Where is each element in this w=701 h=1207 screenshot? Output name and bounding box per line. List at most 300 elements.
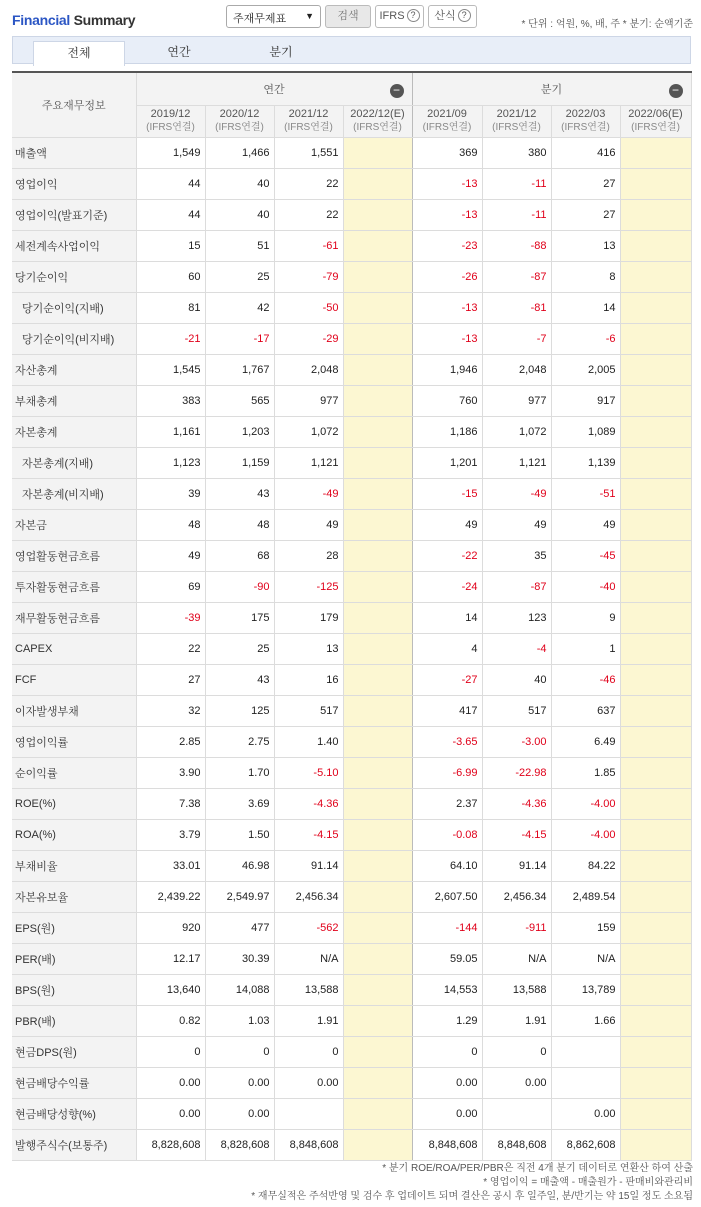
table-cell: 28 <box>274 540 343 571</box>
table-cell: 1,466 <box>205 137 274 168</box>
table-cell <box>620 912 691 943</box>
column-basis: (IFRS연결) <box>631 122 680 133</box>
quarter-group-header <box>412 72 691 105</box>
table-cell: -4.36 <box>274 788 343 819</box>
table-cell: -7 <box>482 323 551 354</box>
table-cell: 1,139 <box>551 447 620 478</box>
table-cell: 51 <box>205 230 274 261</box>
table-cell: 69 <box>136 571 205 602</box>
table-cell: 1.40 <box>274 726 343 757</box>
table-cell <box>343 726 412 757</box>
table-cell: 416 <box>551 137 620 168</box>
table-cell: 0.00 <box>412 1098 482 1129</box>
row-label: FCF <box>12 664 136 695</box>
column-basis: (IFRS연결) <box>353 122 402 133</box>
table-row <box>12 199 691 230</box>
row-label: 재무활동현금흐름 <box>12 602 136 633</box>
table-cell <box>620 695 691 726</box>
table-row <box>12 819 691 850</box>
table-cell: 917 <box>551 385 620 416</box>
table-cell: 8,848,608 <box>482 1129 551 1160</box>
row-label: 영업이익(발표기준) <box>12 199 136 230</box>
table-cell: 6.49 <box>551 726 620 757</box>
table-cell: 68 <box>205 540 274 571</box>
table-cell <box>620 1005 691 1036</box>
row-label: 당기순이익(지배) <box>12 292 136 323</box>
annual-group-header <box>136 72 412 105</box>
row-label: 영업이익 <box>12 168 136 199</box>
column-date: 2020/12 <box>219 108 260 120</box>
table-cell: -22 <box>412 540 482 571</box>
table-cell <box>343 633 412 664</box>
table-cell: 0.82 <box>136 1005 205 1036</box>
table-cell: -61 <box>274 230 343 261</box>
table-cell: 22 <box>274 199 343 230</box>
table-cell <box>620 199 691 230</box>
table-cell <box>343 292 412 323</box>
row-label: 현금배당성향(%) <box>12 1098 136 1129</box>
table-cell: -562 <box>274 912 343 943</box>
formula-button[interactable] <box>428 5 477 28</box>
table-cell: -87 <box>482 571 551 602</box>
table-cell <box>551 1036 620 1067</box>
table-cell: 2,048 <box>274 354 343 385</box>
table-cell: 42 <box>205 292 274 323</box>
table-row <box>12 1036 691 1067</box>
table-cell: -26 <box>412 261 482 292</box>
row-label: 순이익률 <box>12 757 136 788</box>
table-row <box>12 943 691 974</box>
table-cell: 2.75 <box>205 726 274 757</box>
table-cell <box>620 261 691 292</box>
table-cell: 43 <box>205 478 274 509</box>
row-label: 자본유보율 <box>12 881 136 912</box>
column-date: 2019/12 <box>150 108 191 120</box>
table-row <box>12 664 691 695</box>
table-cell: 48 <box>136 509 205 540</box>
table-cell: 8,848,608 <box>412 1129 482 1160</box>
table-cell <box>343 912 412 943</box>
table-cell: -911 <box>482 912 551 943</box>
table-cell: -79 <box>274 261 343 292</box>
table-cell <box>343 1005 412 1036</box>
table-cell: 477 <box>205 912 274 943</box>
table-cell: 1,203 <box>205 416 274 447</box>
table-cell <box>620 974 691 1005</box>
table-cell: 383 <box>136 385 205 416</box>
table-cell: 565 <box>205 385 274 416</box>
table-cell: -50 <box>274 292 343 323</box>
table-cell: 91.14 <box>482 850 551 881</box>
column-basis: (IFRS연결) <box>284 122 333 133</box>
table-cell <box>620 416 691 447</box>
table-cell: 13,640 <box>136 974 205 1005</box>
row-label: PBR(배) <box>12 1005 136 1036</box>
table-cell <box>620 1098 691 1129</box>
table-cell: 1,186 <box>412 416 482 447</box>
table-cell <box>620 757 691 788</box>
column-date: 2022/12(E) <box>350 108 405 120</box>
table-cell: 1.91 <box>274 1005 343 1036</box>
table-cell: 40 <box>205 199 274 230</box>
table-row <box>12 540 691 571</box>
table-cell: 49 <box>551 509 620 540</box>
table-cell: -13 <box>412 168 482 199</box>
table-cell: 3.79 <box>136 819 205 850</box>
table-cell <box>274 1098 343 1129</box>
table-cell: -4.15 <box>274 819 343 850</box>
select-value: 주재무제표 <box>233 13 287 25</box>
table-cell: 123 <box>482 602 551 633</box>
row-label: 당기순이익(비지배) <box>12 323 136 354</box>
table-cell <box>343 168 412 199</box>
table-cell <box>343 695 412 726</box>
table-cell <box>551 1067 620 1098</box>
row-label: BPS(원) <box>12 974 136 1005</box>
table-cell: 91.14 <box>274 850 343 881</box>
table-cell: 8,828,608 <box>205 1129 274 1160</box>
table-cell <box>620 447 691 478</box>
table-cell <box>343 974 412 1005</box>
table-cell: 84.22 <box>551 850 620 881</box>
table-cell: 159 <box>551 912 620 943</box>
table-cell <box>620 602 691 633</box>
column-basis: (IFRS연결) <box>146 122 195 133</box>
table-row <box>12 912 691 943</box>
table-cell: 49 <box>412 509 482 540</box>
table-cell: 637 <box>551 695 620 726</box>
table-cell <box>482 1098 551 1129</box>
table-cell <box>620 943 691 974</box>
column-header <box>551 105 620 137</box>
row-label: 당기순이익 <box>12 261 136 292</box>
table-cell: 369 <box>412 137 482 168</box>
column-basis: (IFRS연결) <box>492 122 541 133</box>
table-cell: 0.00 <box>482 1067 551 1098</box>
table-row <box>12 1067 691 1098</box>
table-row <box>12 168 691 199</box>
table-cell: 2,456.34 <box>482 881 551 912</box>
table-cell: -15 <box>412 478 482 509</box>
table-cell: 125 <box>205 695 274 726</box>
table-cell <box>620 726 691 757</box>
row-label: 자본총계(지배) <box>12 447 136 478</box>
table-cell: -49 <box>274 478 343 509</box>
column-date: 2021/09 <box>427 108 467 120</box>
toolbar <box>0 0 701 36</box>
table-cell: 0 <box>274 1036 343 1067</box>
table-cell: 4 <box>412 633 482 664</box>
table-cell: -11 <box>482 199 551 230</box>
table-cell: -13 <box>412 199 482 230</box>
table-cell: 517 <box>274 695 343 726</box>
table-cell: 40 <box>205 168 274 199</box>
table-cell: 1,201 <box>412 447 482 478</box>
table-cell: 1,159 <box>205 447 274 478</box>
table-row <box>12 447 691 478</box>
period-tabs <box>12 36 691 64</box>
table-cell <box>343 199 412 230</box>
table-cell: -39 <box>136 602 205 633</box>
table-cell: 3.69 <box>205 788 274 819</box>
table-cell <box>343 509 412 540</box>
table-cell: -81 <box>482 292 551 323</box>
table-row <box>12 137 691 168</box>
table-cell: -27 <box>412 664 482 695</box>
formula-label: 산식 <box>434 10 456 22</box>
table-cell <box>343 137 412 168</box>
table-cell: 15 <box>136 230 205 261</box>
table-cell <box>620 881 691 912</box>
table-cell <box>620 323 691 354</box>
table-cell: 49 <box>482 509 551 540</box>
row-label: 부채비율 <box>12 850 136 881</box>
table-cell: 0.00 <box>274 1067 343 1098</box>
row-label: 자산총계 <box>12 354 136 385</box>
table-row <box>12 478 691 509</box>
table-cell: 1.29 <box>412 1005 482 1036</box>
statement-type-select[interactable] <box>226 5 321 28</box>
tab-annual[interactable]: 연간 <box>167 45 191 59</box>
table-cell: 13,588 <box>274 974 343 1005</box>
row-label: 이자발생부채 <box>12 695 136 726</box>
table-cell: 977 <box>274 385 343 416</box>
row-label: 세전계속사업이익 <box>12 230 136 261</box>
table-cell <box>343 1067 412 1098</box>
table-cell: 1,545 <box>136 354 205 385</box>
table-row <box>12 757 691 788</box>
table-cell: 0.00 <box>136 1098 205 1129</box>
units-note: * 단위 : 억원, %, 배, 주 * 분기: 순액기준 <box>521 19 693 30</box>
table-cell: 1.03 <box>205 1005 274 1036</box>
table-cell: 0.00 <box>136 1067 205 1098</box>
table-cell <box>620 292 691 323</box>
table-cell <box>620 850 691 881</box>
table-cell: 8,862,608 <box>551 1129 620 1160</box>
table-cell: -4 <box>482 633 551 664</box>
table-row <box>12 1098 691 1129</box>
table-cell: 175 <box>205 602 274 633</box>
table-row <box>12 323 691 354</box>
row-label: 투자활동현금흐름 <box>12 571 136 602</box>
table-cell: -125 <box>274 571 343 602</box>
table-cell: 0 <box>412 1036 482 1067</box>
table-cell: 14,088 <box>205 974 274 1005</box>
table-cell: 49 <box>136 540 205 571</box>
column-header <box>343 105 412 137</box>
row-label: 자본총계 <box>12 416 136 447</box>
table-cell: 13,588 <box>482 974 551 1005</box>
table-cell <box>620 819 691 850</box>
table-row <box>12 354 691 385</box>
table-cell: 13 <box>551 230 620 261</box>
footnote: * 재무실적은 주석반영 및 검수 후 업데이트 되며 결산은 공시 후 일주일, 분/반기는 약 15일 정도 소요됨 <box>251 1191 693 1202</box>
table-row <box>12 633 691 664</box>
chevron-down-icon: ▼ <box>305 11 314 21</box>
table-cell: 33.01 <box>136 850 205 881</box>
table-cell: 22 <box>136 633 205 664</box>
row-label: 영업활동현금흐름 <box>12 540 136 571</box>
table-cell: 40 <box>482 664 551 695</box>
table-cell: -88 <box>482 230 551 261</box>
table-cell: 1,072 <box>274 416 343 447</box>
table-cell: -4.36 <box>482 788 551 819</box>
table-cell: 44 <box>136 199 205 230</box>
table-cell: 59.05 <box>412 943 482 974</box>
table-cell: -5.10 <box>274 757 343 788</box>
table-cell: 27 <box>136 664 205 695</box>
table-cell: 7.38 <box>136 788 205 819</box>
table-cell: -51 <box>551 478 620 509</box>
table-cell <box>343 230 412 261</box>
table-cell: 8,828,608 <box>136 1129 205 1160</box>
help-icon: ? <box>458 9 471 22</box>
table-row <box>12 726 691 757</box>
table-cell: 27 <box>551 168 620 199</box>
row-label: 발행주식수(보통주) <box>12 1129 136 1160</box>
collapse-icon[interactable]: − <box>669 84 683 98</box>
table-cell: 1,946 <box>412 354 482 385</box>
table-cell <box>343 664 412 695</box>
column-header <box>274 105 343 137</box>
column-date: 2022/03 <box>565 108 606 120</box>
table-cell: 32 <box>136 695 205 726</box>
footnote: * 분기 ROE/ROA/PER/PBR은 직전 4개 분기 데이터로 연환산 하여 산출 <box>382 1163 693 1174</box>
table-cell: -4.15 <box>482 819 551 850</box>
table-cell <box>620 633 691 664</box>
table-cell: 1.66 <box>551 1005 620 1036</box>
table-cell: 2,607.50 <box>412 881 482 912</box>
table-cell <box>343 323 412 354</box>
table-cell: N/A <box>482 943 551 974</box>
table-cell <box>620 137 691 168</box>
table-cell: 60 <box>136 261 205 292</box>
table-cell: 81 <box>136 292 205 323</box>
ifrs-button[interactable] <box>375 5 424 28</box>
table-cell: 0.00 <box>205 1098 274 1129</box>
table-cell: 1.85 <box>551 757 620 788</box>
table-cell: -3.65 <box>412 726 482 757</box>
table-cell: 43 <box>205 664 274 695</box>
table-cell <box>343 571 412 602</box>
table-cell: 35 <box>482 540 551 571</box>
title-financial: Financial <box>12 12 70 28</box>
table-cell: 2.37 <box>412 788 482 819</box>
table-cell <box>343 385 412 416</box>
table-cell: 2,048 <box>482 354 551 385</box>
search-button[interactable]: 검색 <box>325 5 371 28</box>
table-cell: -3.00 <box>482 726 551 757</box>
table-cell <box>343 540 412 571</box>
table-cell: 2,549.97 <box>205 881 274 912</box>
tab-quarterly[interactable]: 분기 <box>269 45 293 59</box>
table-cell: 0 <box>205 1036 274 1067</box>
table-cell: -17 <box>205 323 274 354</box>
table-cell: 9 <box>551 602 620 633</box>
table-cell: 25 <box>205 261 274 292</box>
table-row <box>12 292 691 323</box>
column-header <box>412 105 482 137</box>
table-cell <box>620 354 691 385</box>
table-cell: -23 <box>412 230 482 261</box>
table-cell: 0 <box>136 1036 205 1067</box>
table-cell: 2,005 <box>551 354 620 385</box>
column-header <box>136 105 205 137</box>
table-cell: 14 <box>551 292 620 323</box>
table-cell: -87 <box>482 261 551 292</box>
table-cell: -144 <box>412 912 482 943</box>
table-cell: 1,767 <box>205 354 274 385</box>
tab-all[interactable]: 전체 <box>33 41 125 66</box>
table-cell <box>343 447 412 478</box>
table-cell <box>620 571 691 602</box>
table-cell <box>343 416 412 447</box>
row-label: ROE(%) <box>12 788 136 819</box>
table-cell <box>343 261 412 292</box>
table-cell: 1,551 <box>274 137 343 168</box>
column-date: 2021/12 <box>288 108 329 120</box>
table-cell <box>620 1129 691 1160</box>
table-cell <box>620 230 691 261</box>
table-cell: 0 <box>482 1036 551 1067</box>
table-cell <box>620 540 691 571</box>
table-cell: 2.85 <box>136 726 205 757</box>
table-cell <box>343 478 412 509</box>
table-row <box>12 385 691 416</box>
table-cell: -11 <box>482 168 551 199</box>
table-cell: -22.98 <box>482 757 551 788</box>
table-cell: 1.91 <box>482 1005 551 1036</box>
table-cell <box>620 509 691 540</box>
table-row <box>12 974 691 1005</box>
row-label: CAPEX <box>12 633 136 664</box>
table-cell: 8 <box>551 261 620 292</box>
table-cell <box>343 881 412 912</box>
table-cell: 977 <box>482 385 551 416</box>
table-cell <box>620 1067 691 1098</box>
table-row <box>12 1129 691 1160</box>
column-header <box>620 105 691 137</box>
table-cell: 380 <box>482 137 551 168</box>
financial-summary-table <box>12 71 692 1161</box>
table-cell <box>620 664 691 695</box>
footnotes <box>251 1162 693 1204</box>
table-cell <box>620 168 691 199</box>
table-cell: 760 <box>412 385 482 416</box>
table-cell: -4.00 <box>551 788 620 819</box>
collapse-icon[interactable]: − <box>390 84 404 98</box>
table-cell: 417 <box>412 695 482 726</box>
table-cell <box>343 850 412 881</box>
table-cell: 920 <box>136 912 205 943</box>
table-cell: 49 <box>274 509 343 540</box>
table-cell <box>620 478 691 509</box>
table-cell <box>343 757 412 788</box>
table-row <box>12 416 691 447</box>
table-cell: 1.70 <box>205 757 274 788</box>
table-cell: 1,549 <box>136 137 205 168</box>
table-cell: 1,121 <box>482 447 551 478</box>
table-cell: 16 <box>274 664 343 695</box>
column-basis: (IFRS연결) <box>422 122 472 133</box>
annual-label: 연간 <box>263 83 285 96</box>
table-cell: 2,456.34 <box>274 881 343 912</box>
table-cell: 1,121 <box>274 447 343 478</box>
table-cell: 27 <box>551 199 620 230</box>
table-cell: 1,123 <box>136 447 205 478</box>
table-cell <box>343 1098 412 1129</box>
row-label: 자본금 <box>12 509 136 540</box>
